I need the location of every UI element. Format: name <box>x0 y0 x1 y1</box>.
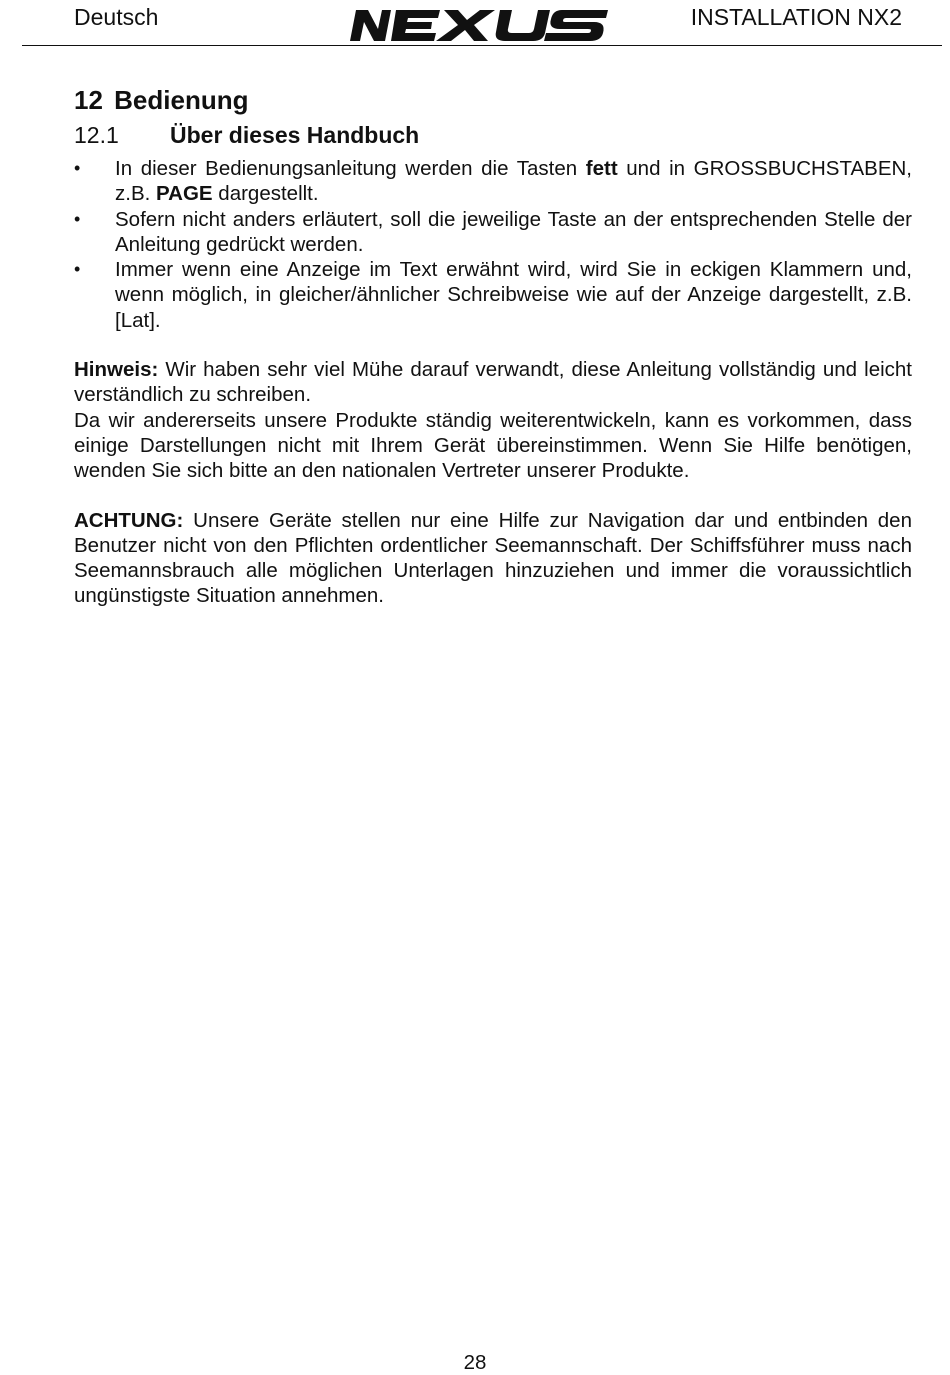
note-paragraph-2: Da wir andererseits unsere Produkte ständig weiterentwickeln, kann es vorkommen, dass einige Darstellungen nicht mit Ihrem Gerät übereinstimmen. Wenn Sie Hilfe benötigen, wenden Sie sich bitte an den nationalen Vertreter unserer Produkte. <box>74 408 912 483</box>
bullet-text-part: dargestellt. <box>212 182 319 206</box>
bullet-text-part: In dieser Bedienungsanleitung werden die Tasten <box>115 157 586 180</box>
bullet-icon: • <box>74 208 81 229</box>
page-number: 28 <box>463 1351 487 1374</box>
note-label: Hinweis: <box>74 358 159 382</box>
header-language: Deutsch <box>74 4 159 30</box>
bullet-key-name: PAGE <box>156 182 213 206</box>
warning-paragraph <box>74 508 912 609</box>
bullet-text-part: und in GROSSBUCHSTABEN, z.B. <box>115 157 912 206</box>
bullet-icon: • <box>74 259 81 280</box>
section-heading <box>74 84 912 116</box>
bullet-text: Sofern nicht anders erläutert, soll die jeweilige Taste an der entsprechenden Stelle der Anleitung gedrückt werden. <box>115 207 912 256</box>
section-title: Bedienung <box>114 85 249 115</box>
subsection-number: 12.1 <box>74 122 119 148</box>
instruction-list <box>74 156 912 333</box>
section-number: 12 <box>74 85 103 115</box>
page-header <box>0 0 950 47</box>
note-text: Wir haben sehr viel Mühe darauf verwandt, diese Anleitung vollständig und leicht verständlich zu schreiben. <box>74 358 912 407</box>
page-content <box>74 84 912 609</box>
subsection-heading <box>74 120 912 150</box>
note-paragraph <box>74 357 912 408</box>
list-item <box>74 207 912 258</box>
bullet-bold-word: fett <box>585 157 618 180</box>
bullet-icon: • <box>74 158 81 178</box>
list-item <box>74 257 912 333</box>
list-item <box>74 156 912 207</box>
bullet-text: Immer wenn eine Anzeige im Text erwähnt wird, wird Sie in eckigen Klammern und, wenn möglich, in gleicher/ähnlicher Schreibweise wie auf der Anzeige dargestellt, z.B. [Lat]. <box>115 258 912 332</box>
warning-label: ACHTUNG: <box>74 508 184 532</box>
warning-text: Unsere Geräte stellen nur eine Hilfe zur Navigation dar und entbinden den Benutzer nicht von den Pflichten ordentlicher Seemannschaft. Der Schiffsführer muss nach Seemannsbrauch alle möglichen Unterlagen hinzuziehen und immer die voraussichtlich ungünstigste Situation annehmen. <box>74 508 912 608</box>
subsection-title: Über dieses Handbuch <box>170 122 420 148</box>
header-doc-title: INSTALLATION NX2 <box>690 4 902 30</box>
header-divider <box>22 45 942 46</box>
nexus-logo <box>348 7 610 43</box>
